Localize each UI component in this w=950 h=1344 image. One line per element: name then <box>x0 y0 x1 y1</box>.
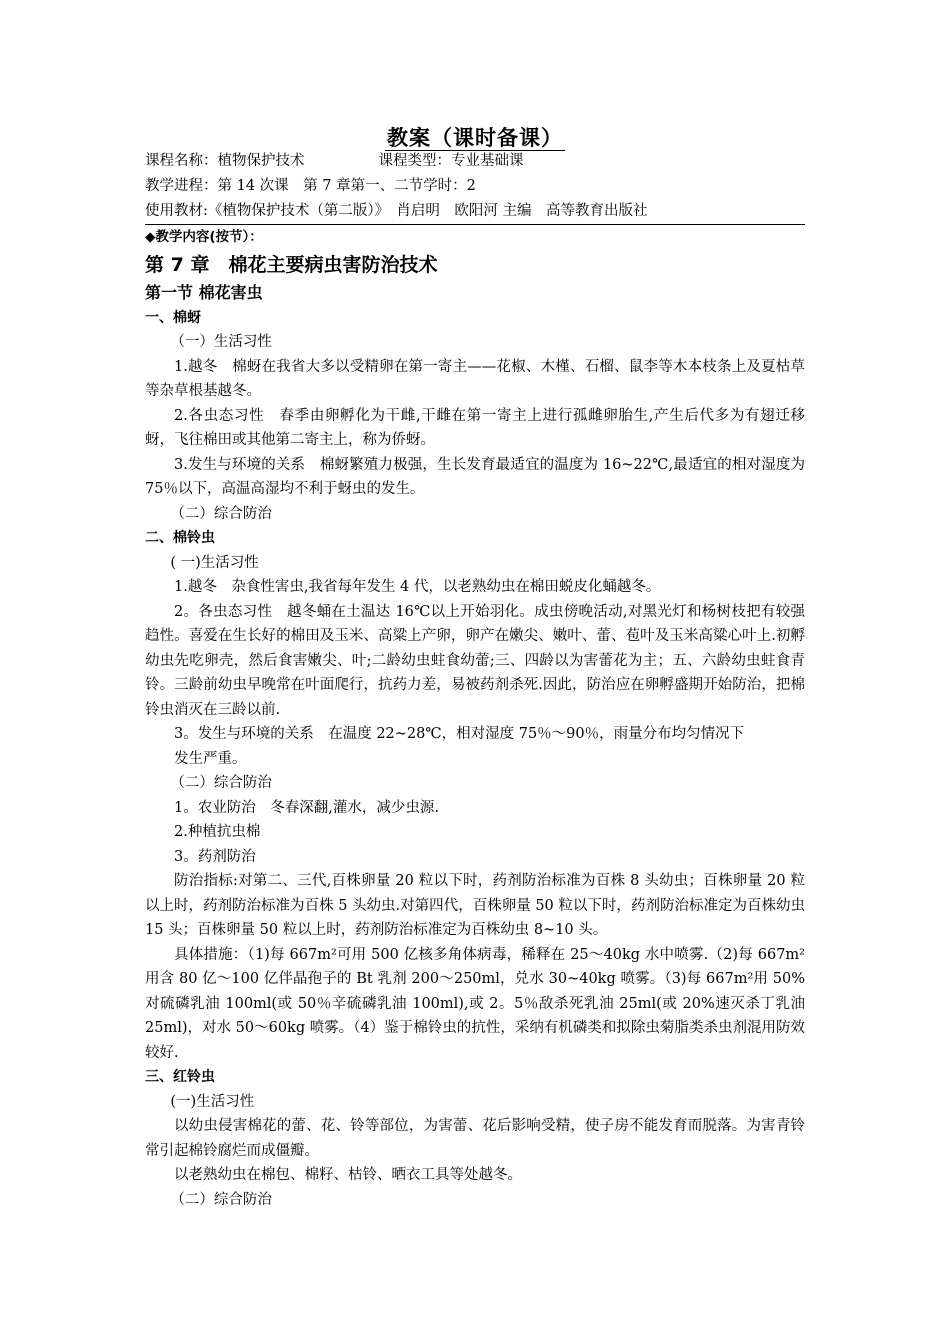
textbook-line: 使用教材:《植物保护技术（第二版）》 肖启明 欧阳河 主编 高等教育出版社 <box>145 203 648 219</box>
paragraph: 2.各虫态习性 春季由卵孵化为干雌,干雌在第一寄主上进行孤雌卵胎生,产生后代多为有翅迁移蚜，飞往棉田或其他第二寄主上，称为侨蚜。 <box>145 407 805 448</box>
subheading: （二）综合防治 <box>170 1191 272 1208</box>
course-name: 课程名称：植物保护技术 <box>145 153 305 169</box>
subheading: (一)生活习性 <box>170 1093 255 1110</box>
paragraph: 1.越冬 棉蚜在我省大多以受精卵在第一寄主——花椒、木槿、石榴、鼠李等木本枝条上及夏枯草等杂草根基越冬。 <box>145 358 805 399</box>
paragraph: 3。药剂防治 <box>174 848 256 865</box>
section-title: 第一节 棉花害虫 <box>145 282 263 302</box>
paragraph: 具体措施：（1)每 667m²可用 500 亿核多角体病毒，稀释在 25～40kg 水中喷雾.（2)每 667m²用含 80 亿～100 亿伴晶孢子的 Bt 乳剂 200～250ml，兑水 30~40kg 喷雾。（3)每 667m²用 50%对硫磷乳油 100ml(或 50％辛硫磷乳油 100ml),或 2。5％敌杀死乳油 25ml(或 20%速灭杀丁乳油 25ml)，对水 50～60kg 喷雾。（4）鉴于棉铃虫的抗性，采纳有机磷类和拟除虫菊脂类杀虫剂混用防效较好. <box>145 946 805 1061</box>
chapter-title: 第 7 章 棉花主要病虫害防治技术 <box>145 253 438 276</box>
paragraph: 1.越冬 杂食性害虫,我省每年发生 4 代，以老熟幼虫在棉田蜕皮化蛹越冬。 <box>174 579 661 595</box>
heading-cotton-aphid: 一、棉蚜 <box>145 309 201 326</box>
course-type: 课程类型：专业基础课 <box>378 153 524 169</box>
teaching-progress: 教学进程：第 14 次课 第 7 章第一、二节学时：2 <box>145 178 476 194</box>
course-info-line <box>145 151 524 171</box>
paragraph: 3.发生与环境的关系 棉蚜繁殖力极强，生长发育最适宜的温度为 16~22℃,最适宜的相对湿度为 75％以下，高温高湿均不利于蚜虫的发生。 <box>145 456 805 497</box>
paragraph: 防治指标:对第二、三代,百株卵量 20 粒以下时，药剂防治标准为百株 8 头幼虫；百株卵量 20 粒以上时，药剂防治标准为百株 5 头幼虫.对第四代，百株卵量 50 粒以下时，药剂防治标准定为百株幼虫 15 头；百株卵量 50 粒以上时，药剂防治标准定为百株幼虫 8~10 头。 <box>145 873 805 938</box>
paragraph: 1。农业防治 冬春深翻,灌水，减少虫源. <box>174 799 439 816</box>
heading-pink-bollworm: 三、红铃虫 <box>145 1069 215 1085</box>
document-title: 教案（课时备课） <box>387 125 563 150</box>
paragraph: 2.种植抗虫棉 <box>174 824 261 840</box>
subheading: （一）生活习性 <box>170 334 272 350</box>
subheading: ( 一)生活习性 <box>170 554 259 571</box>
content-label: ◆教学内容(按节）： <box>145 229 263 245</box>
paragraph: 以老熟幼虫在棉包、棉籽、枯铃、晒衣工具等处越冬。 <box>174 1167 522 1183</box>
paragraph: 2。各虫态习性 越冬蛹在土温达 16℃以上开始羽化。成虫傍晚活动,对黑光灯和杨树枝把有较强趋性。喜爱在生长好的棉田及玉米、高粱上产卵，卵产在嫩尖、嫩叶、蕾、苞叶及玉米高粱心叶上.初孵幼虫先吃卵壳，然后食害嫩尖、叶;二龄幼虫蛀食幼蕾;三、四龄以为害蕾花为主；五、六龄幼虫蛀食青铃。三龄前幼虫早晚常在叶面爬行，抗药力差，易被药剂杀死.因此，防治应在卵孵盛期开始防治，把棉铃虫消灭在三龄以前. <box>145 603 805 718</box>
lesson-content <box>145 225 805 1212</box>
paragraph: 以幼虫侵害棉花的蕾、花、铃等部位，为害蕾、花后影响受精，使子房不能发育而脱落。为害青铃常引起棉铃腐烂而成僵瓣。 <box>145 1118 805 1159</box>
heading-cotton-bollworm: 二、棉铃虫 <box>145 530 215 546</box>
paragraph: 3。发生与环境的关系 在温度 22~28℃，相对湿度 75％～90％，雨量分布均匀情况下 <box>174 726 745 742</box>
paragraph: 发生严重。 <box>174 750 247 767</box>
subheading: （二）综合防治 <box>170 775 272 791</box>
subheading: （二）综合防治 <box>170 505 272 522</box>
